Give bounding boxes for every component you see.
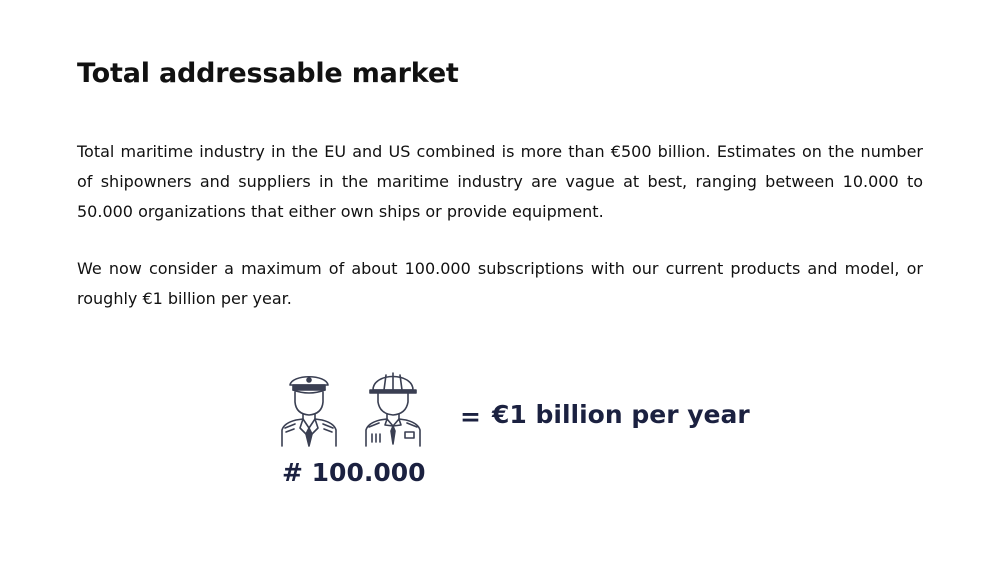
market-size-paragraph: Total maritime industry in the EU and US combined is more than €500 billion. Estimates on the number of shipowners and suppliers in the maritime industry are vague at best, ranging between 10.000 to 50.000 organizations that either own ships or provide equipment.: [77, 142, 923, 221]
ship-officer-icon: [360, 368, 426, 448]
subscription-count-label: # 100.000: [282, 458, 426, 487]
slide-title: Total addressable market: [77, 58, 459, 89]
ship-captain-icon: [276, 368, 342, 448]
subscriptions-paragraph: We now consider a maximum of about 100.000 subscriptions with our current products and model, or roughly €1 billion per year.: [77, 259, 923, 308]
subscription-illustration: [270, 368, 750, 498]
annual-revenue-label: €1 billion per year: [492, 400, 750, 429]
equals-sign: =: [460, 402, 481, 431]
